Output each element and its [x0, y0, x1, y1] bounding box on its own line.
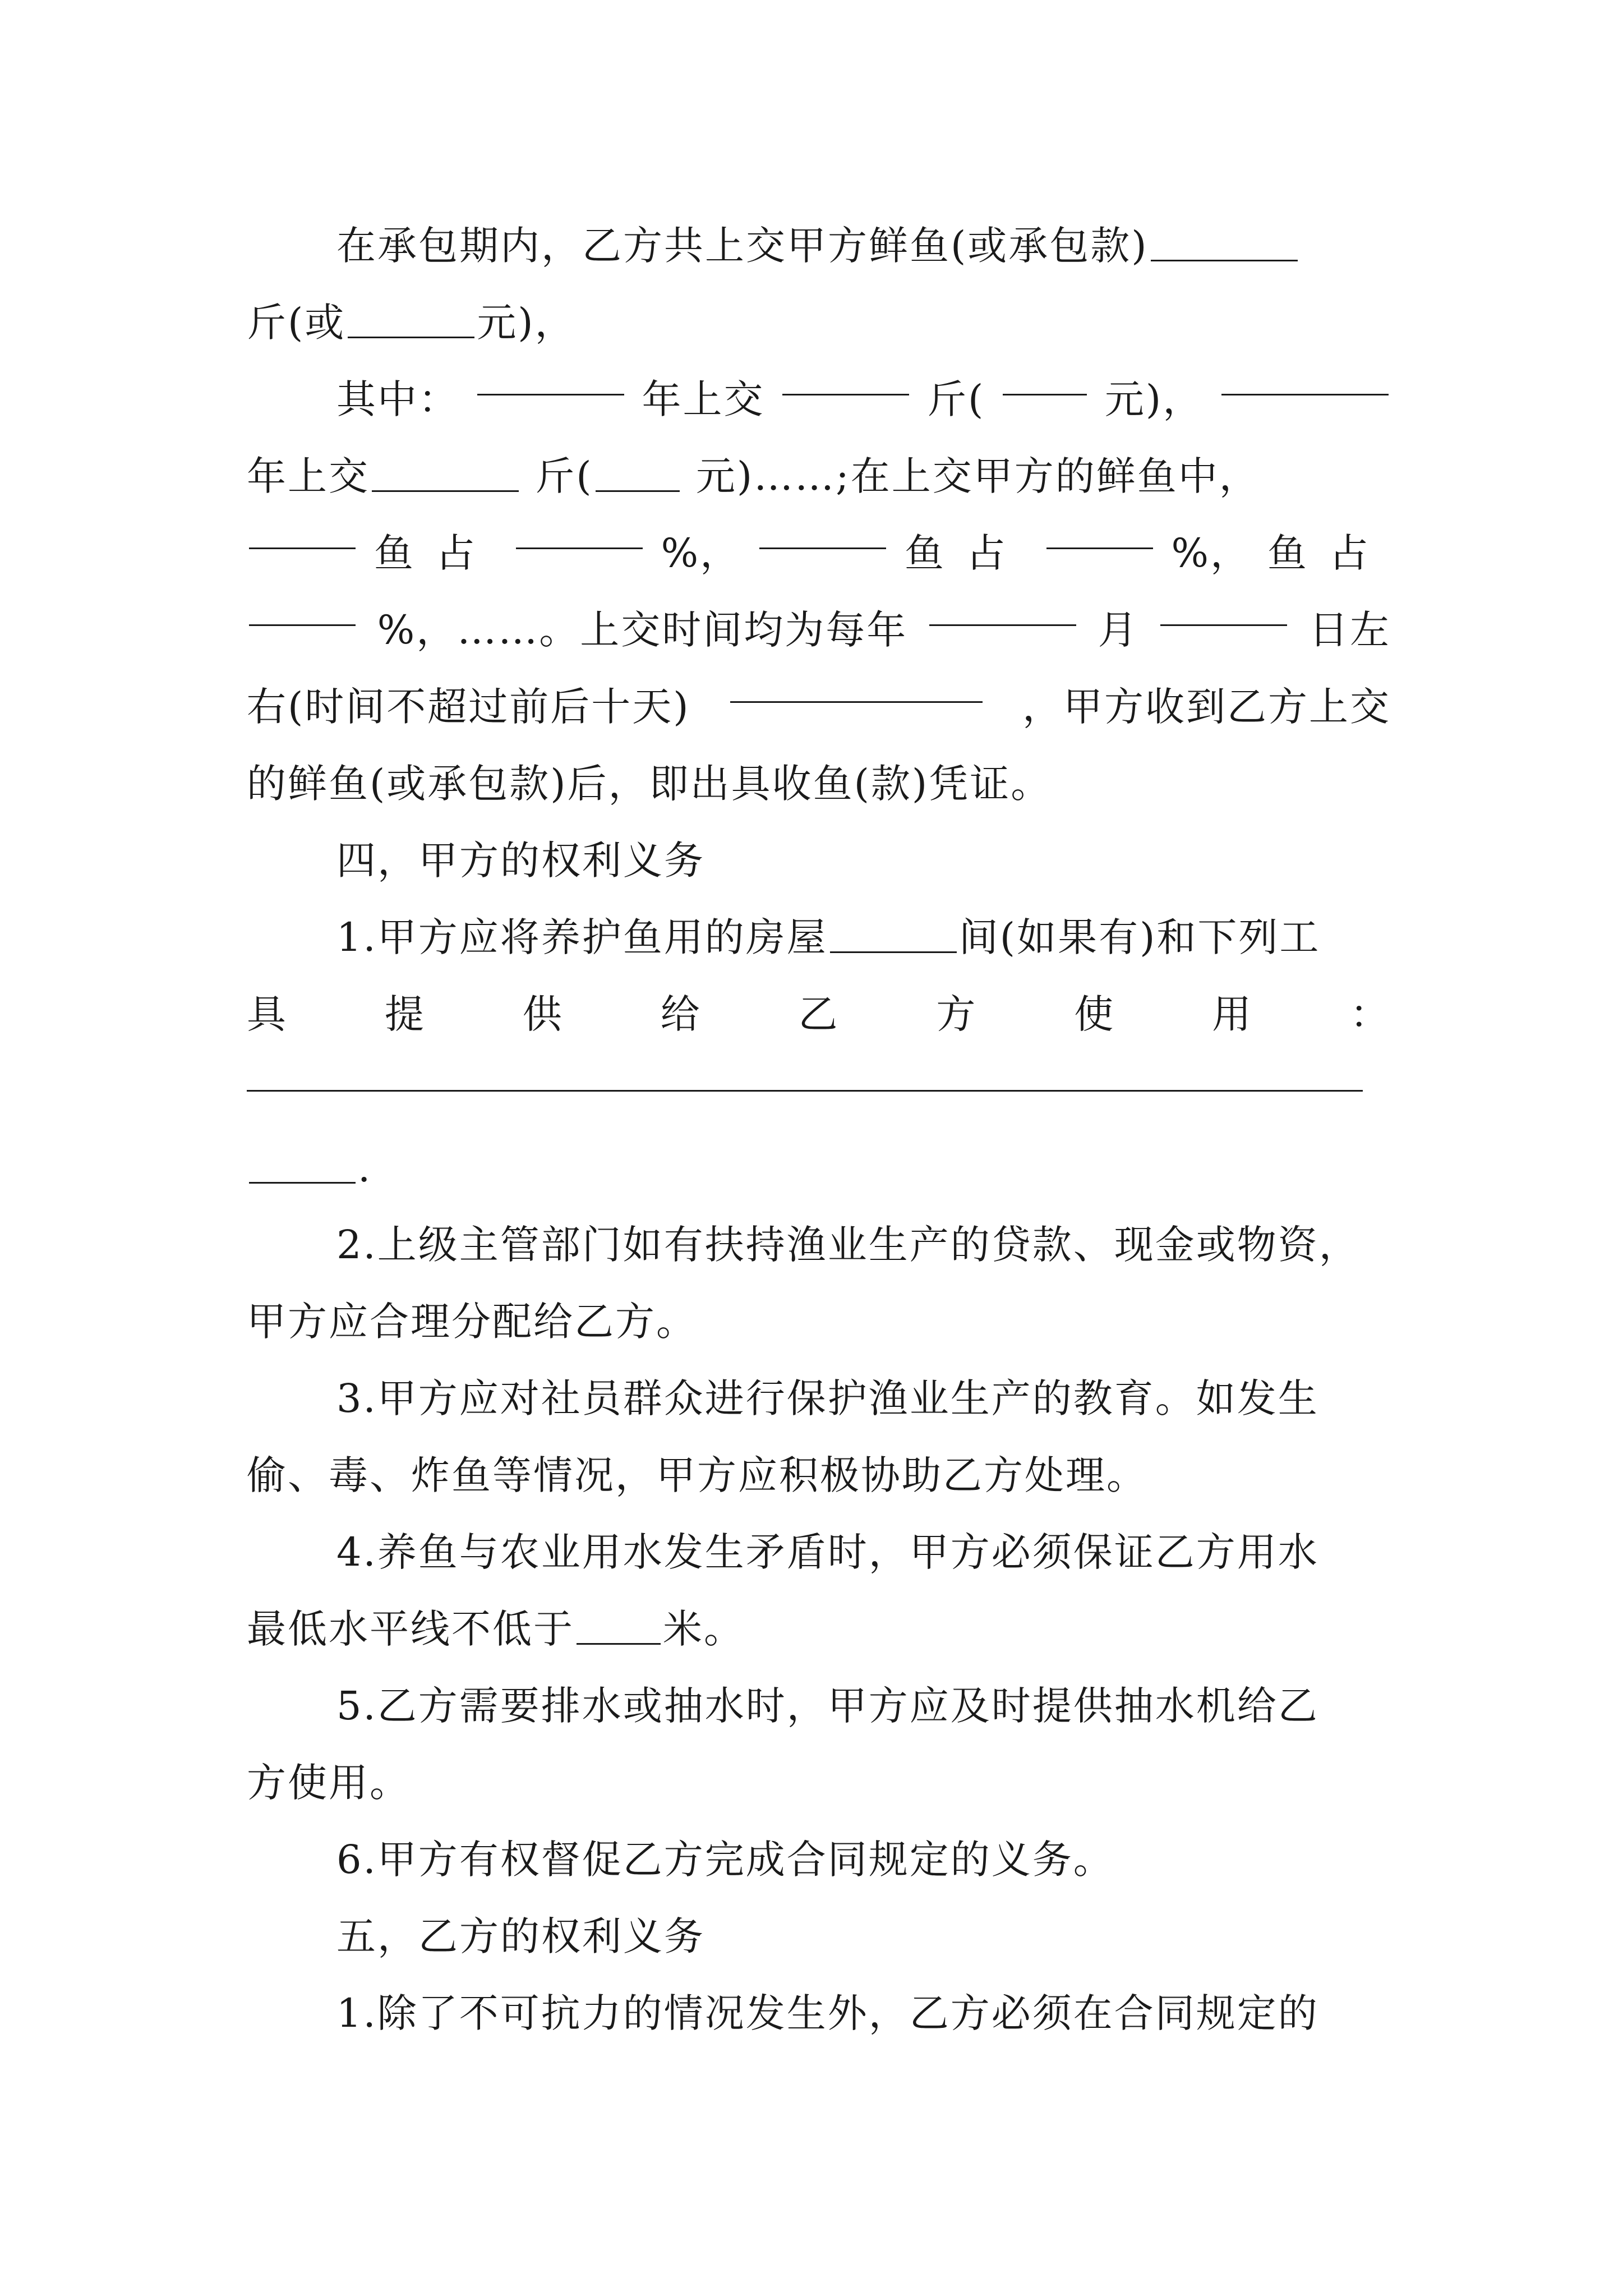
text-line	[247, 1591, 1391, 1668]
spread-char: 给	[660, 991, 702, 1037]
text: 鱼占	[1267, 530, 1391, 576]
blank-field	[249, 1149, 356, 1184]
text: .	[358, 1145, 372, 1191]
text: 四，甲方的权利义务	[336, 838, 705, 884]
text: 斤(或	[247, 300, 346, 346]
text: 五，乙方的权利义务	[336, 1913, 705, 1959]
text: 月	[1098, 607, 1139, 653]
blank-field	[1221, 361, 1389, 395]
text: 元)，	[1104, 376, 1204, 422]
spread-char: 具	[247, 991, 288, 1037]
text: 间(如果有)和下列工	[958, 914, 1321, 960]
text-line	[247, 1283, 1391, 1360]
blank-rule	[247, 1053, 1363, 1092]
blank-field	[477, 361, 624, 395]
blank-field	[348, 304, 474, 338]
spread-char: 使	[1074, 991, 1115, 1037]
text: ，甲方收到乙方上交	[1022, 684, 1391, 730]
text-line	[247, 515, 1391, 592]
text: %，	[1171, 530, 1252, 576]
text-line	[247, 746, 1391, 822]
spread-char: 乙	[798, 991, 840, 1037]
text-line	[247, 1437, 1391, 1514]
blank-field	[596, 458, 680, 492]
text: 鱼占	[374, 530, 497, 576]
text-line	[247, 438, 1391, 515]
blank-field	[830, 919, 957, 953]
rule-line	[247, 1053, 1391, 1130]
text: 元)……;在上交甲方的鲜鱼中，	[695, 453, 1260, 499]
section-heading	[247, 822, 1391, 899]
text-line	[247, 1821, 1391, 1898]
document-body	[247, 208, 1391, 2052]
text-line	[247, 284, 1391, 361]
blank-field	[372, 458, 519, 492]
text: 4.养鱼与农业用水发生矛盾时，甲方必须保证乙方用水	[336, 1529, 1319, 1575]
section-heading	[247, 1898, 1391, 1975]
text: 6.甲方有权督促乙方完成合同规定的义务。	[336, 1837, 1114, 1883]
text-line	[247, 1668, 1391, 1745]
text-line	[247, 361, 1391, 438]
text: 3.甲方应对社员群众进行保护渔业生产的教育。如发生	[336, 1375, 1319, 1421]
spread-char: ：	[1350, 991, 1391, 1037]
text-line	[247, 1360, 1391, 1437]
blank-field	[1151, 227, 1298, 261]
blank-field	[1046, 515, 1153, 549]
blank-field	[516, 515, 643, 549]
text: 元)，	[477, 300, 576, 346]
spread-char: 提	[384, 991, 426, 1037]
text: 2.上级主管部门如有扶持渔业生产的贷款、现金或物资，	[336, 1222, 1360, 1268]
text: 右(时间不超过前后十天)	[247, 684, 690, 730]
text: 1.甲方应将养护鱼用的房屋	[336, 914, 828, 960]
text: 方使用。	[247, 1760, 411, 1806]
text-line	[247, 1207, 1391, 1283]
blank-field	[782, 361, 909, 395]
text: 年上交	[247, 453, 370, 499]
text-line	[247, 1745, 1391, 1821]
blank-field	[249, 515, 356, 549]
text: 甲方应合理分配给乙方。	[247, 1299, 697, 1345]
text-line	[247, 208, 1391, 284]
text: 1.除了不可抗力的情况发生外，乙方必须在合同规定的	[336, 1990, 1319, 2036]
spread-char: 供	[522, 991, 564, 1037]
blank-field	[730, 669, 983, 703]
text: 斤(	[535, 453, 593, 499]
blank-field	[1160, 592, 1287, 626]
text-line	[247, 1130, 1391, 1207]
blank-field	[929, 592, 1076, 626]
text: 最低水平线不低于	[247, 1606, 574, 1652]
text: 其中：	[336, 376, 459, 422]
blank-field	[759, 515, 886, 549]
text: 偷、毒、炸鱼等情况，甲方应积极协助乙方处理。	[247, 1452, 1147, 1498]
text: 米。	[663, 1606, 745, 1652]
spread-char: 用	[1212, 991, 1253, 1037]
text-line	[247, 1514, 1391, 1591]
blank-field	[249, 592, 356, 626]
text-line	[247, 592, 1391, 669]
text-line	[247, 1975, 1391, 2052]
text: 年上交	[642, 376, 765, 422]
text: 日左	[1308, 607, 1391, 653]
spread-text-line	[247, 976, 1391, 1053]
spread-char: 方	[936, 991, 978, 1037]
text: %，……。上交时间均为每年	[377, 607, 908, 653]
text: 斤(	[927, 376, 985, 422]
text-line	[247, 669, 1391, 746]
text: 5.乙方需要排水或抽水时，甲方应及时提供抽水机给乙	[336, 1683, 1319, 1729]
text: 在承包期内，乙方共上交甲方鲜鱼(或承包款)	[336, 223, 1149, 269]
blank-field	[1003, 361, 1087, 395]
text: %，	[661, 530, 741, 576]
text-line	[247, 899, 1391, 976]
blank-field	[577, 1611, 661, 1645]
text: 鱼占	[904, 530, 1028, 576]
text: 的鲜鱼(或承包款)后，即出具收鱼(款)凭证。	[247, 761, 1052, 807]
